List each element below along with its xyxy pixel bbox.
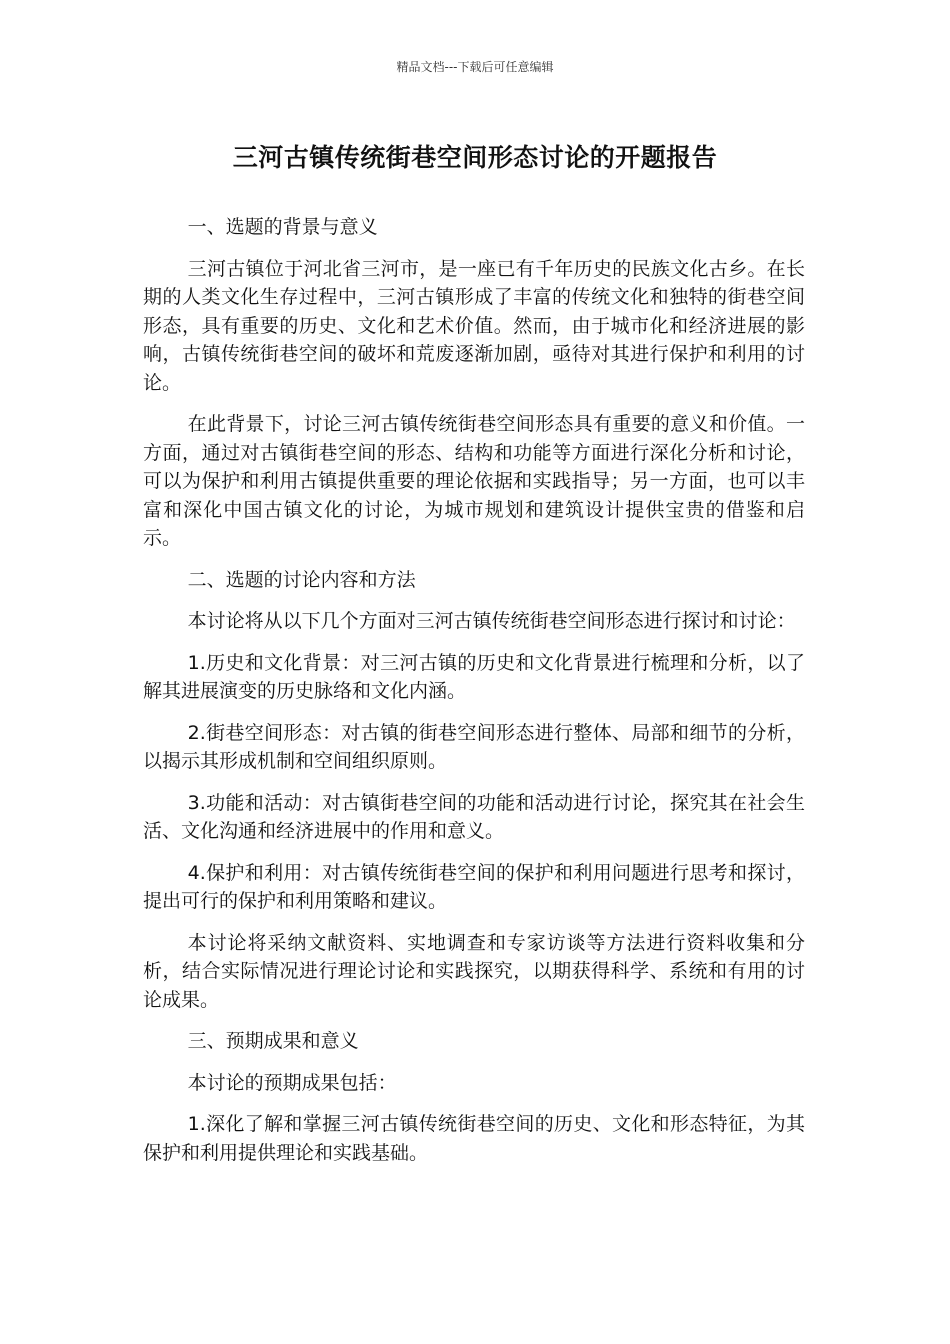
list-item-expected-result-1: 1.深化了解和掌握三河古镇传统街巷空间的历史、文化和形态特征，为其保护和利用提供理论和实践基础。 [143,1113,805,1164]
paragraph-significance: 在此背景下，讨论三河古镇传统街巷空间形态具有重要的意义和价值。一方面，通过对古镇街巷空间的形态、结构和功能等方面进行深化分析和讨论，可以为保护和利用古镇提供重要的理论依据和实践指导；另一方面，也可以丰富和深化中国古镇文化的讨论，为城市规划和建筑设计提供宝贵的借鉴和启示。 [143,413,805,549]
page-header: 精品文档---下载后可任意编辑 [396,60,554,74]
list-item-street-space-form: 2.街巷空间形态：对古镇的街巷空间形态进行整体、局部和细节的分析，以揭示其形成机制和空间组织原则。 [143,721,805,772]
paragraph-research-methods: 本讨论将采纳文献资料、实地调查和专家访谈等方法进行资料收集和分析，结合实际情况进行理论讨论和实践探究，以期获得科学、系统和有用的讨论成果。 [143,931,805,1011]
section-heading-expected-results: 三、预期成果和意义 [187,1030,359,1052]
document-title: 三河古镇传统街巷空间形态讨论的开题报告 [232,143,718,172]
document-body [143,213,805,1180]
list-item-function-activity: 3.功能和活动：对古镇街巷空间的功能和活动进行讨论，探究其在社会生活、文化沟通和经济进展中的作用和意义。 [143,791,805,842]
list-item-protection-utilization: 4.保护和利用：对古镇传统街巷空间的保护和利用问题进行思考和探讨，提出可行的保护和利用策略和建议。 [143,861,805,912]
list-item-history-culture: 1.历史和文化背景：对三河古镇的历史和文化背景进行梳理和分析，以了解其进展演变的历史脉络和文化内涵。 [143,651,805,702]
paragraph-expected-results-intro: 本讨论的预期成果包括： [187,1071,397,1094]
section-heading-background: 一、选题的背景与意义 [187,216,378,238]
paragraph-research-aspects-intro: 本讨论将从以下几个方面对三河古镇传统街巷空间形态进行探讨和讨论： [187,610,796,632]
section-heading-content-method: 二、选题的讨论内容和方法 [187,568,416,591]
paragraph-location-intro: 三河古镇位于河北省三河市，是一座已有千年历史的民族文化古乡。在长期的人类文化生存过程中，三河古镇形成了丰富的传统文化和独特的街巷空间形态，具有重要的历史、文化和艺术价值。然而，由于城市化和经济进展的影响，古镇传统街巷空间的破坏和荒废逐渐加剧，亟待对其进行保护和利用的讨论。 [143,257,805,394]
